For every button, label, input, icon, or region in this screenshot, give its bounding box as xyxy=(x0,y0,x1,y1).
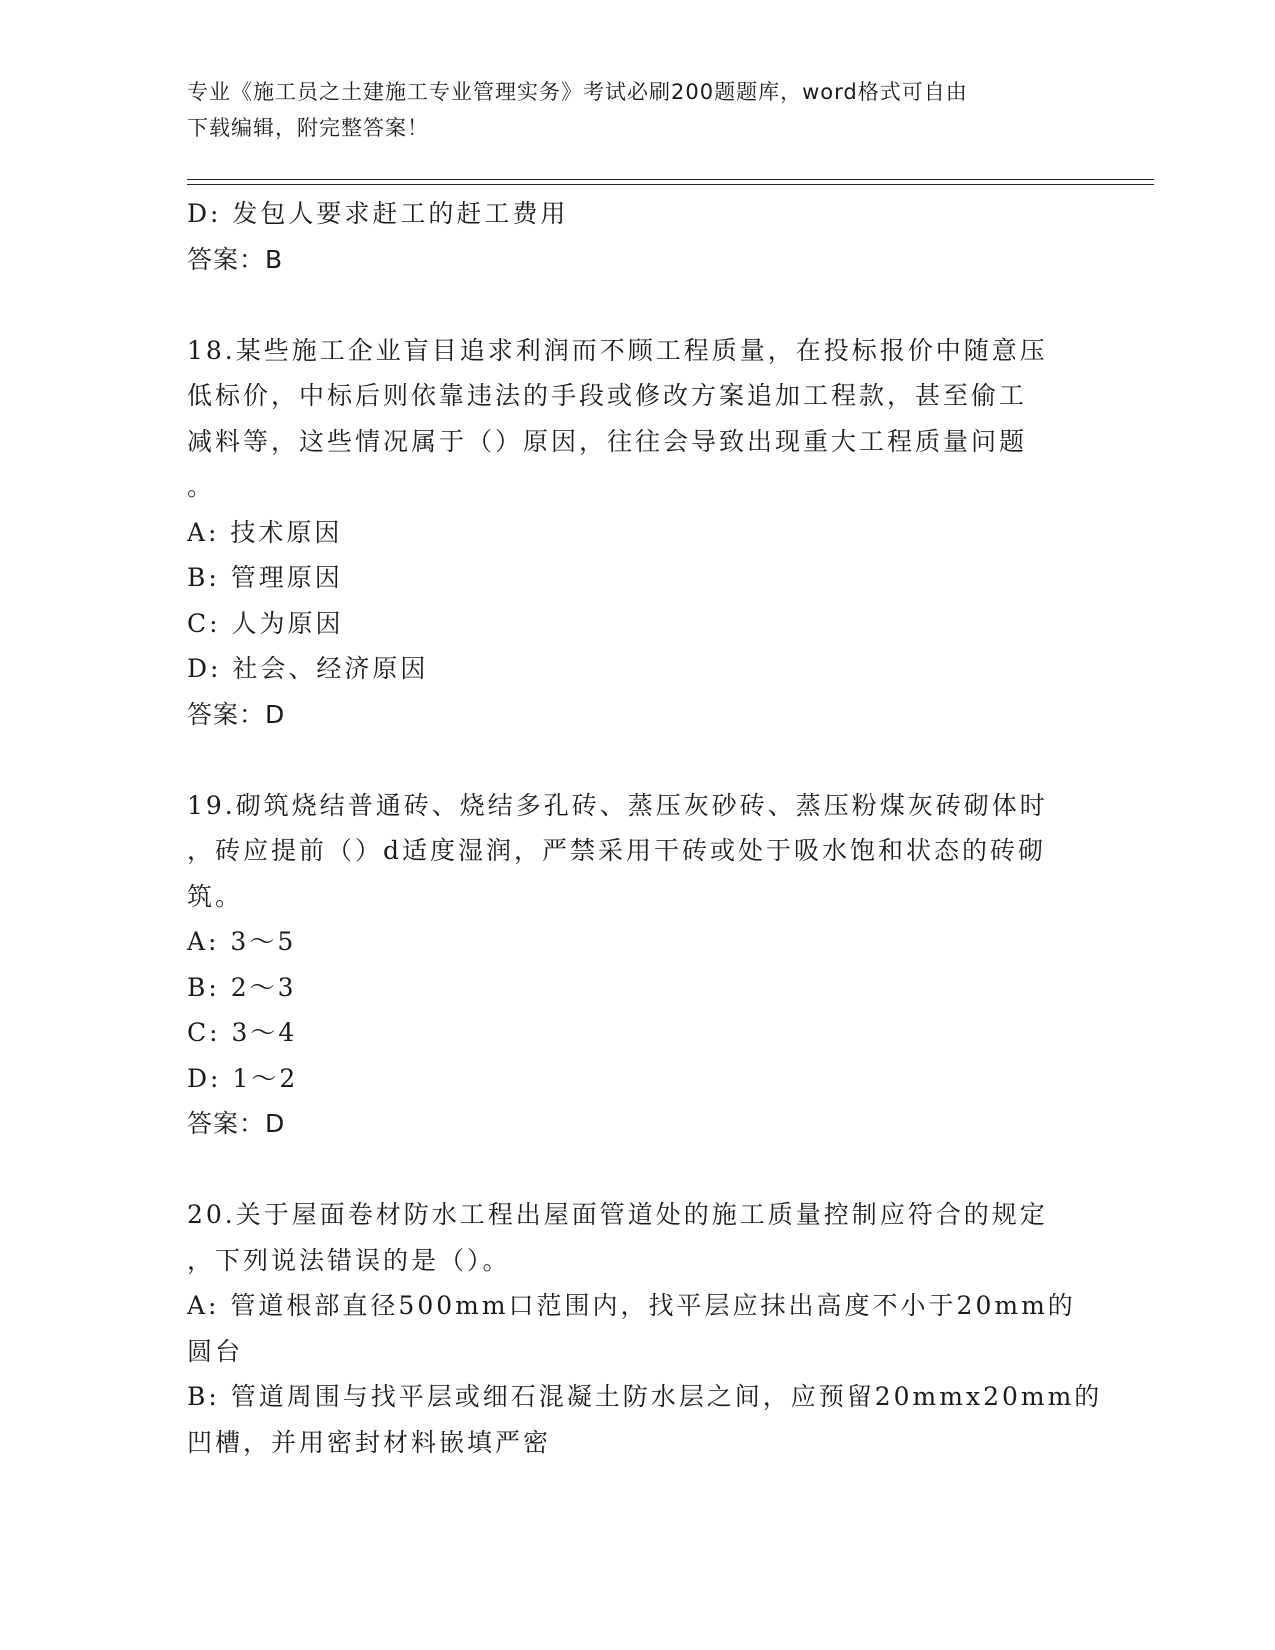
header-line-2: 下载编辑，附完整答案！ xyxy=(187,116,429,140)
option-c: C: 人为原因 xyxy=(187,608,344,638)
option-a: A: 3～5 xyxy=(187,927,297,956)
header-divider-bottom xyxy=(187,184,1154,185)
question-stem-line: 减料等，这些情况属于（）原因，往往会导致出现重大工程质量问题 xyxy=(187,426,1028,456)
question-stem-line: ，下列说法错误的是（）。 xyxy=(187,1245,511,1275)
question-stem-line: 19.砌筑烧结普通砖、烧结多孔砖、蒸压灰砂砖、蒸压粉煤灰砖砌体时 xyxy=(187,790,1048,820)
document-header xyxy=(187,74,1087,146)
document-body xyxy=(187,191,1103,1465)
header-line-1: 专业《施工员之土建施工专业管理实务》考试必刷200题题库，word格式可自由 xyxy=(187,80,968,104)
question-stem-line: 。 xyxy=(187,472,216,501)
option-d: D: 1～2 xyxy=(187,1063,299,1093)
question-stem-line: 筑。 xyxy=(187,881,244,911)
option-b: B: 管理原因 xyxy=(187,563,343,592)
option-c: C: 3～4 xyxy=(187,1018,298,1047)
option-a: A: 管道根部直径500mm口范围内，找平层应抹出高度不小于20mm的 xyxy=(187,1291,1076,1320)
answer: 答案：D xyxy=(187,1109,286,1138)
question-stem-line: 18.某些施工企业盲目追求利润而不顾工程质量，在投标报价中随意压 xyxy=(187,335,1048,365)
header-divider-top xyxy=(187,179,1154,180)
option-b: B: 2～3 xyxy=(187,972,297,1002)
question-18 xyxy=(187,328,1087,738)
option-b: B: 管道周围与找平层或细石混凝土防水层之间，应预留20mmx20mm的 xyxy=(187,1382,1103,1411)
spacer xyxy=(187,282,1087,328)
question-19 xyxy=(187,783,1087,1147)
spacer xyxy=(187,737,1087,783)
question-17 xyxy=(187,191,1087,282)
question-stem-line: 低标价，中标后则依靠违法的手段或修改方案追加工程款，甚至偷工 xyxy=(187,381,1028,410)
question-stem-line: ，砖应提前（）d适度湿润，严禁采用干砖或处于吸水饱和状态的砖砌 xyxy=(187,836,1047,865)
option-a: A: 技术原因 xyxy=(187,517,343,547)
answer: 答案：B xyxy=(187,244,284,274)
answer: 答案：D xyxy=(187,699,286,729)
question-20 xyxy=(187,1192,1103,1465)
question-stem-line: 20.关于屋面卷材防水工程出屋面管道处的施工质量控制应符合的规定 xyxy=(187,1200,1048,1229)
option-d: D: 发包人要求赶工的赶工费用 xyxy=(187,199,569,228)
option-d: D: 社会、经济原因 xyxy=(187,654,429,683)
option-a-continued: 圆台 xyxy=(187,1336,244,1366)
option-b-continued: 凹槽，并用密封材料嵌填严密 xyxy=(187,1427,552,1457)
spacer xyxy=(187,1147,1087,1193)
